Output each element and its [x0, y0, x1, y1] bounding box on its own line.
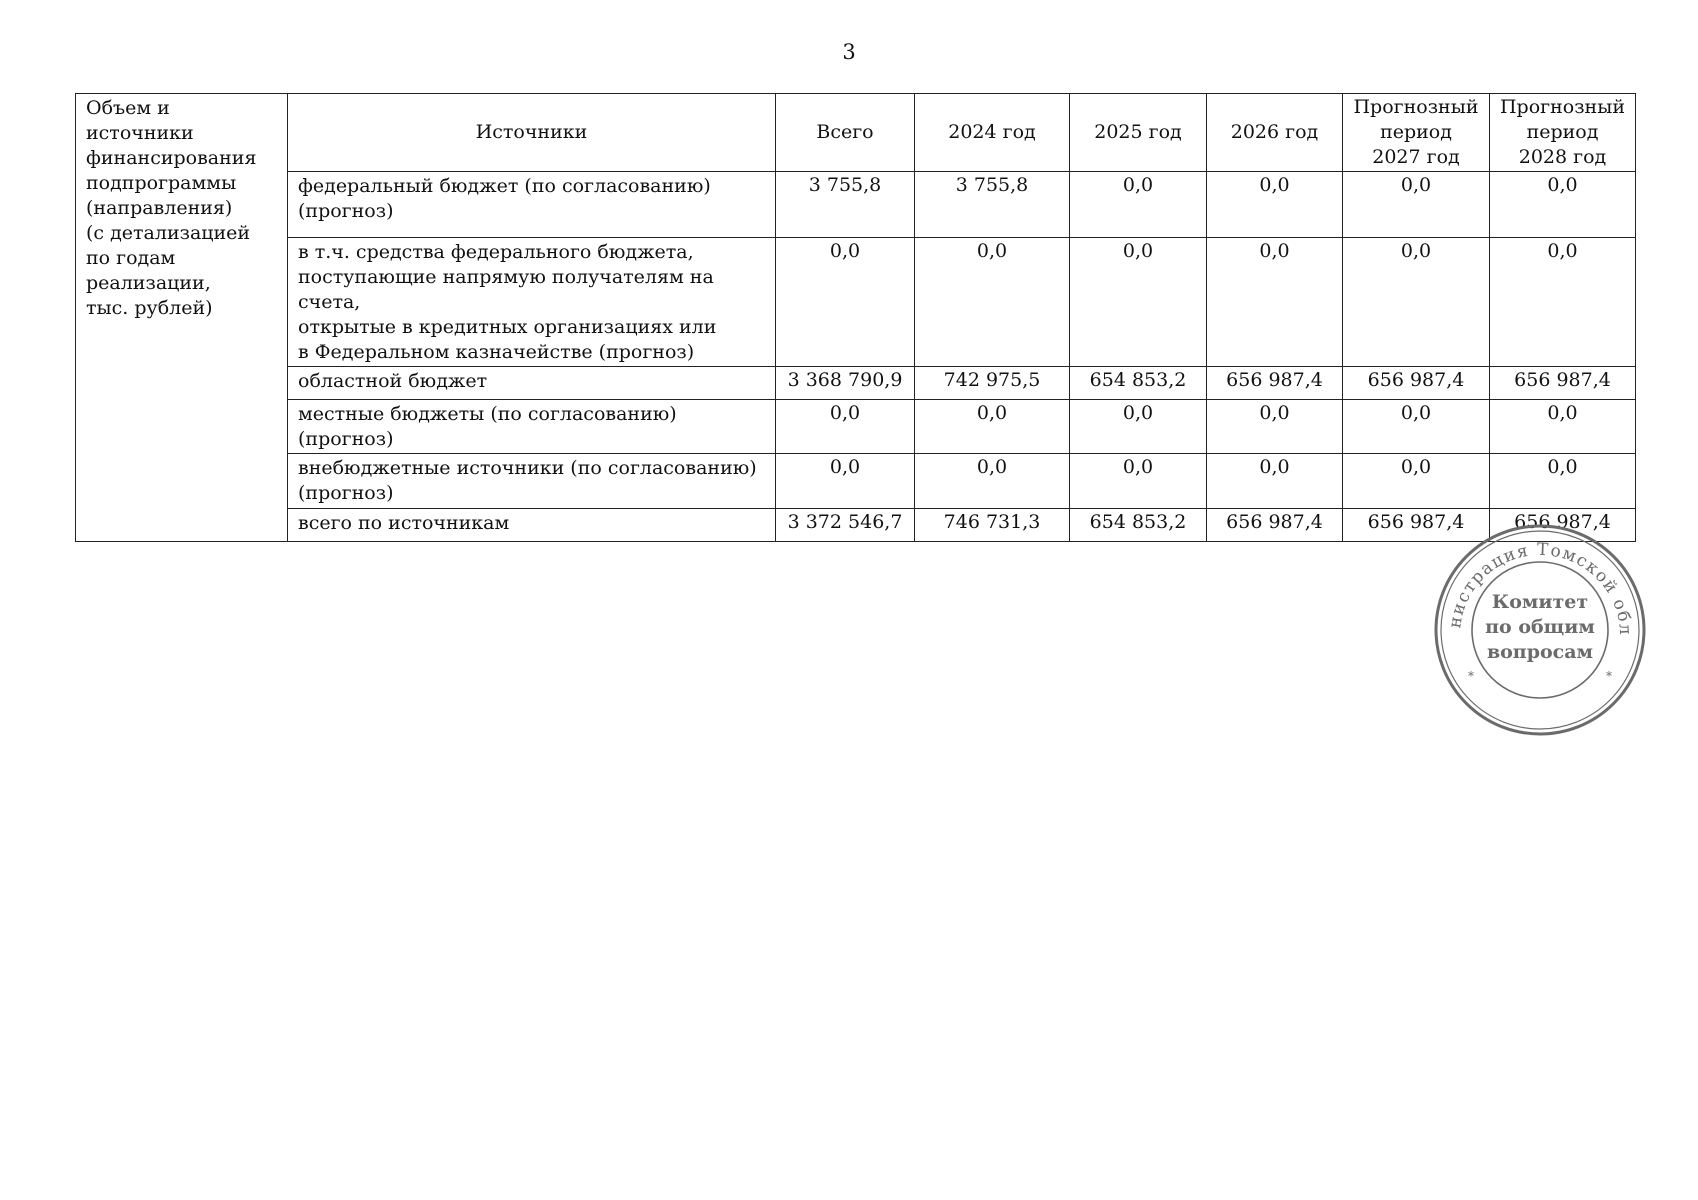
header-sources: Источники	[288, 94, 776, 172]
value-cell: 0,0	[1490, 172, 1636, 238]
header-2027: Прогнозный период 2027 год	[1343, 94, 1490, 172]
table-row	[76, 238, 1636, 367]
source-cell: в т.ч. средства федерального бюджета, поступающие напрямую получателям на счета, открытые в кредитных организациях или в Федеральном казначействе (прогноз)	[288, 238, 776, 367]
value-cell: 0,0	[1343, 400, 1490, 454]
seal-star-left: *	[1468, 669, 1474, 683]
value-cell: 3 372 546,7	[776, 509, 915, 542]
value-cell: 0,0	[1207, 238, 1343, 367]
value-cell: 3 368 790,9	[776, 367, 915, 400]
table-header-row	[76, 94, 1636, 172]
seal-center-line-3: вопросам	[1486, 641, 1594, 663]
table-row	[76, 367, 1636, 400]
financing-table	[75, 93, 1636, 542]
value-cell: 654 853,2	[1070, 367, 1207, 400]
value-cell: 0,0	[915, 238, 1070, 367]
value-cell: 0,0	[776, 238, 915, 367]
value-cell: 0,0	[1343, 454, 1490, 509]
value-cell: 656 987,4	[1207, 509, 1343, 542]
value-cell: 656 987,4	[1490, 367, 1636, 400]
value-cell: 742 975,5	[915, 367, 1070, 400]
header-2024: 2024 год	[915, 94, 1070, 172]
value-cell: 0,0	[1490, 238, 1636, 367]
value-cell: 0,0	[1343, 238, 1490, 367]
header-2026: 2026 год	[1207, 94, 1343, 172]
row-label-cell	[76, 94, 288, 542]
value-cell: 0,0	[915, 454, 1070, 509]
value-cell: 0,0	[1490, 400, 1636, 454]
value-cell: 3 755,8	[776, 172, 915, 238]
seal-center-line-1: Комитет	[1491, 591, 1589, 613]
header-2028: Прогнозный период 2028 год	[1490, 94, 1636, 172]
value-cell: 654 853,2	[1070, 509, 1207, 542]
source-cell: федеральный бюджет (по согласованию) (прогноз)	[288, 172, 776, 238]
source-cell: всего по источникам	[288, 509, 776, 542]
source-cell: областной бюджет	[288, 367, 776, 400]
seal-stamp	[1430, 520, 1650, 740]
value-cell: 0,0	[1070, 238, 1207, 367]
value-cell: 656 987,4	[1490, 509, 1636, 542]
seal-star-right: *	[1606, 669, 1612, 683]
value-cell: 0,0	[1343, 172, 1490, 238]
value-cell: 0,0	[1207, 172, 1343, 238]
value-cell: 656 987,4	[1343, 367, 1490, 400]
seal-ring-text: нистрация Томской обл	[1445, 539, 1636, 637]
header-total: Всего	[776, 94, 915, 172]
value-cell: 0,0	[1070, 454, 1207, 509]
table-row	[76, 400, 1636, 454]
official-seal	[1430, 520, 1650, 740]
value-cell: 0,0	[776, 400, 915, 454]
value-cell: 656 987,4	[1343, 509, 1490, 542]
table-row-total	[76, 509, 1636, 542]
value-cell: 0,0	[1070, 400, 1207, 454]
table-row	[76, 172, 1636, 238]
value-cell: 0,0	[776, 454, 915, 509]
value-cell: 0,0	[1207, 454, 1343, 509]
value-cell: 0,0	[915, 400, 1070, 454]
page-number: 3	[842, 40, 856, 64]
value-cell: 0,0	[1070, 172, 1207, 238]
value-cell: 0,0	[1207, 400, 1343, 454]
header-2025: 2025 год	[1070, 94, 1207, 172]
source-cell: местные бюджеты (по согласованию) (прогноз)	[288, 400, 776, 454]
table-row	[76, 454, 1636, 509]
source-cell: внебюджетные источники (по согласованию) (прогноз)	[288, 454, 776, 509]
value-cell: 656 987,4	[1207, 367, 1343, 400]
seal-center-line-2: по общим	[1485, 616, 1595, 638]
value-cell: 0,0	[1490, 454, 1636, 509]
row-label-text: Объем и источники финансирования подпрограммы (направления) (с детализацией по годам реализации, тыс. рублей)	[86, 97, 257, 319]
value-cell: 746 731,3	[915, 509, 1070, 542]
value-cell: 3 755,8	[915, 172, 1070, 238]
